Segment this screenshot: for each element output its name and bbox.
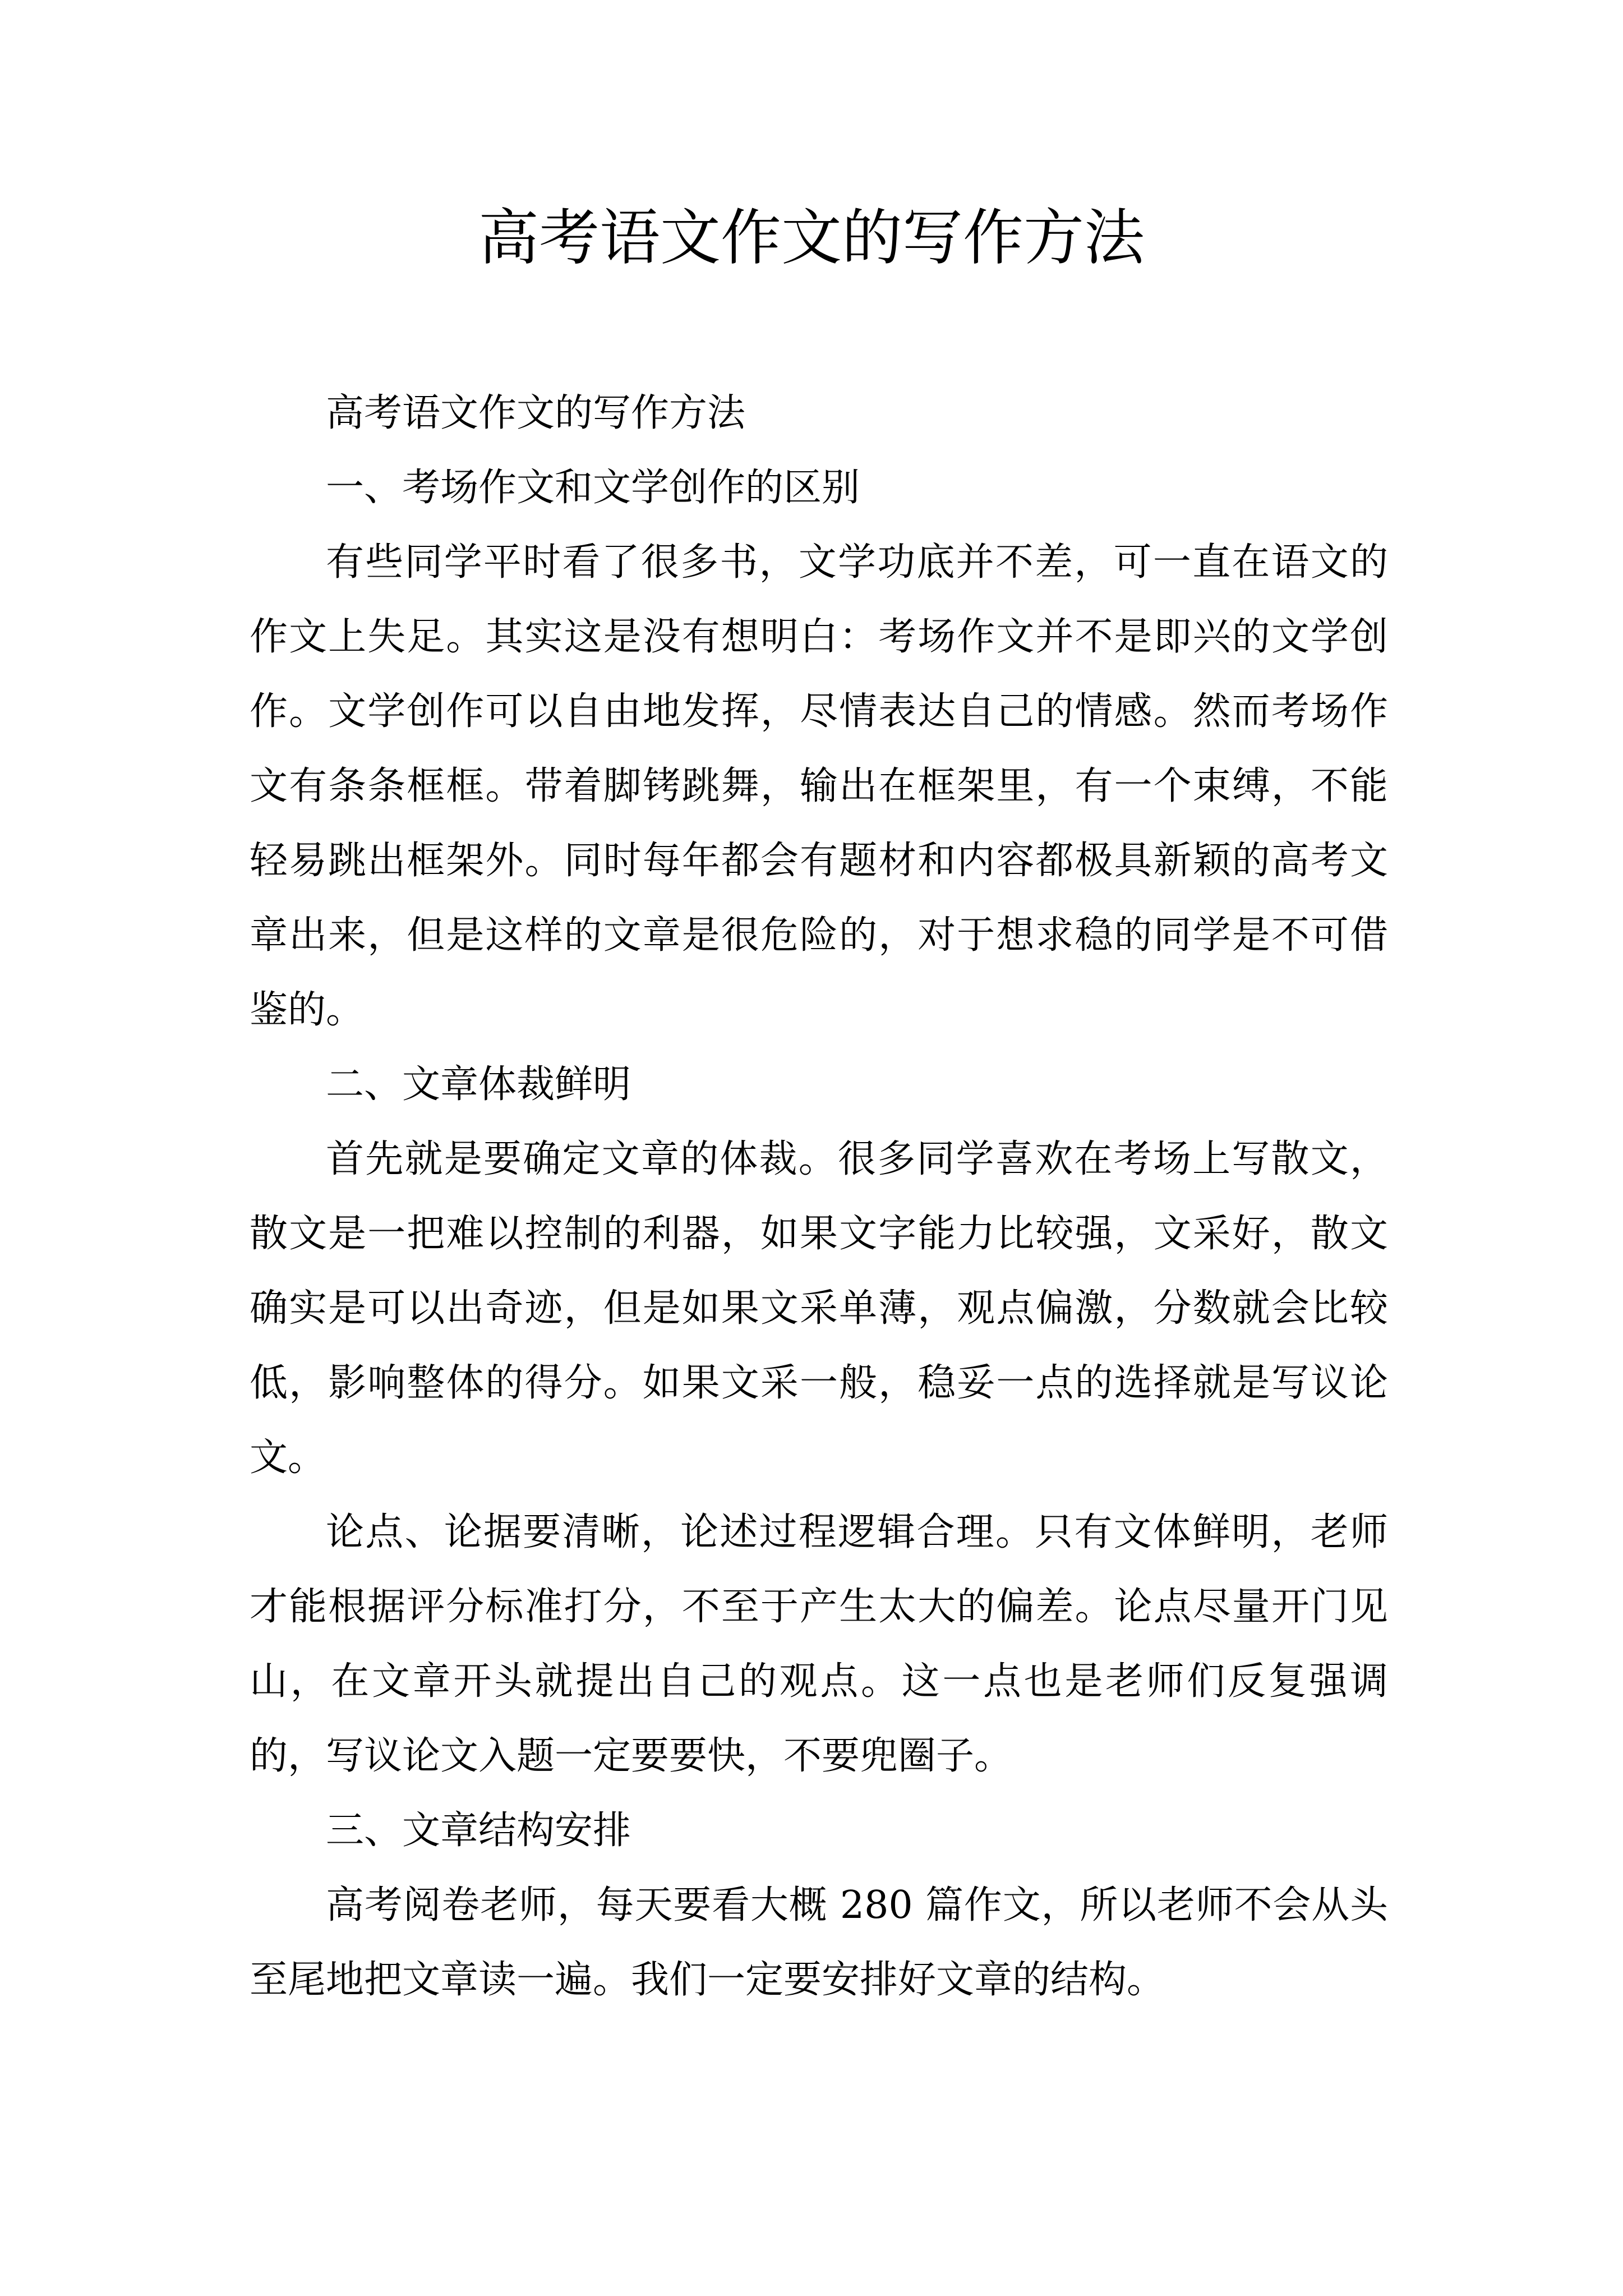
paragraph: 首先就是要确定文章的体裁。很多同学喜欢在考场上写散文，散文是一把难以控制的利器，如果文字能力比较强，文采好，散文确实是可以出奇迹，但是如果文采单薄，观点偏激，分数就会比较低，影响整体的得分。如果文采一般，稳妥一点的选择就是写议论文。 — [250, 1137, 1388, 1480]
paragraph-subtitle: 高考语文作文的写作方法 — [326, 391, 746, 435]
section-heading-1: 一、考场作文和文学创作的区别 — [326, 466, 860, 510]
document-body — [250, 376, 1388, 2017]
paragraph: 论点、论据要清晰，论述过程逻辑合理。只有文体鲜明，老师才能根据评分标准打分，不至于产生太大的偏差。论点尽量开门见山，在文章开头就提出自己的观点。这一点也是老师们反复强调的，写议论文入题一定要要快，不要兜圈子。 — [250, 1510, 1388, 1778]
paragraph: 有些同学平时看了很多书，文学功底并不差，可一直在语文的作文上失足。其实这是没有想明白：考场作文并不是即兴的文学创作。文学创作可以自由地发挥，尽情表达自己的情感。然而考场作文有条条框框。带着脚铐跳舞，输出在框架里，有一个束缚，不能轻易跳出框架外。同时每年都会有题材和内容都极具新颖的高考文章出来，但是这样的文章是很危险的，对于想求稳的同学是不可借鉴的。 — [250, 540, 1388, 1032]
paragraph: 高考阅卷老师，每天要看大概 280 篇作文，所以老师不会从头至尾地把文章读一遍。我们一定要安排好文章的结构。 — [250, 1883, 1388, 2002]
section-heading-2: 二、文章体裁鲜明 — [326, 1062, 631, 1107]
section-heading-3: 三、文章结构安排 — [326, 1809, 631, 1853]
document-title: 高考语文作文的写作方法 — [478, 203, 1145, 273]
